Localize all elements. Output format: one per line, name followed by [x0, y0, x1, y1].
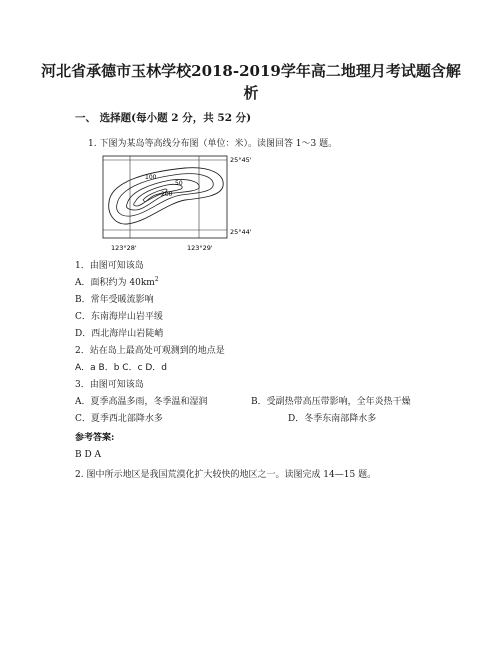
- longitude-label-left: 123°28': [111, 244, 137, 252]
- latitude-label-bottom: 25°44': [230, 228, 252, 236]
- section-heading: 一、 选择题(每小题 2 分，共 52 分): [75, 112, 252, 124]
- option-1b: B．常年受暖流影响: [75, 295, 154, 305]
- option-3b: B．受副热带高压带影响，全年炎热干燥: [251, 397, 411, 407]
- longitude-label-right: 123°29': [187, 244, 213, 252]
- question-1-intro: 1. 下图为某岛等高线分布图（单位：米）。读图回答 1～3 题。: [88, 139, 338, 149]
- option-3d: D．冬季东南部降水多: [288, 414, 377, 424]
- island-contour-map: [75, 152, 275, 255]
- document-title: 河北省承德市玉林学校2018-2019学年高二地理月考试题含解析: [41, 62, 461, 102]
- question-1-stem: 1．由图可知该岛: [75, 261, 144, 271]
- contour-label: 50: [175, 180, 183, 187]
- option-1d: D．西北海岸山岩陡峭: [75, 329, 164, 339]
- option-1a: A．面积约为 $40km^2$: [75, 276, 159, 288]
- contour-label: 100: [145, 174, 157, 181]
- latitude-label-top: 25°45': [230, 156, 252, 164]
- option-3c: C．夏季西北部降水多: [75, 414, 163, 424]
- answers-text: B D A: [75, 450, 102, 460]
- option-3a: A．夏季高温多雨，冬季温和湿润: [75, 397, 208, 407]
- question-3-stem: 3．由图可知该岛: [75, 380, 144, 390]
- answers-heading: 参考答案:: [75, 433, 115, 443]
- question-next-intro: 2. 图中所示地区是我国荒漠化扩大较快的地区之一。读图完成 14—15 题。: [75, 470, 377, 480]
- option-1c: C．东南海岸山岩平缓: [75, 312, 163, 322]
- question-2-options: A．a B．b C．c D．d: [75, 363, 168, 373]
- contour-label: 200: [161, 191, 173, 198]
- question-2-stem: 2．站在岛上最高处可观测到的地点是: [75, 346, 225, 356]
